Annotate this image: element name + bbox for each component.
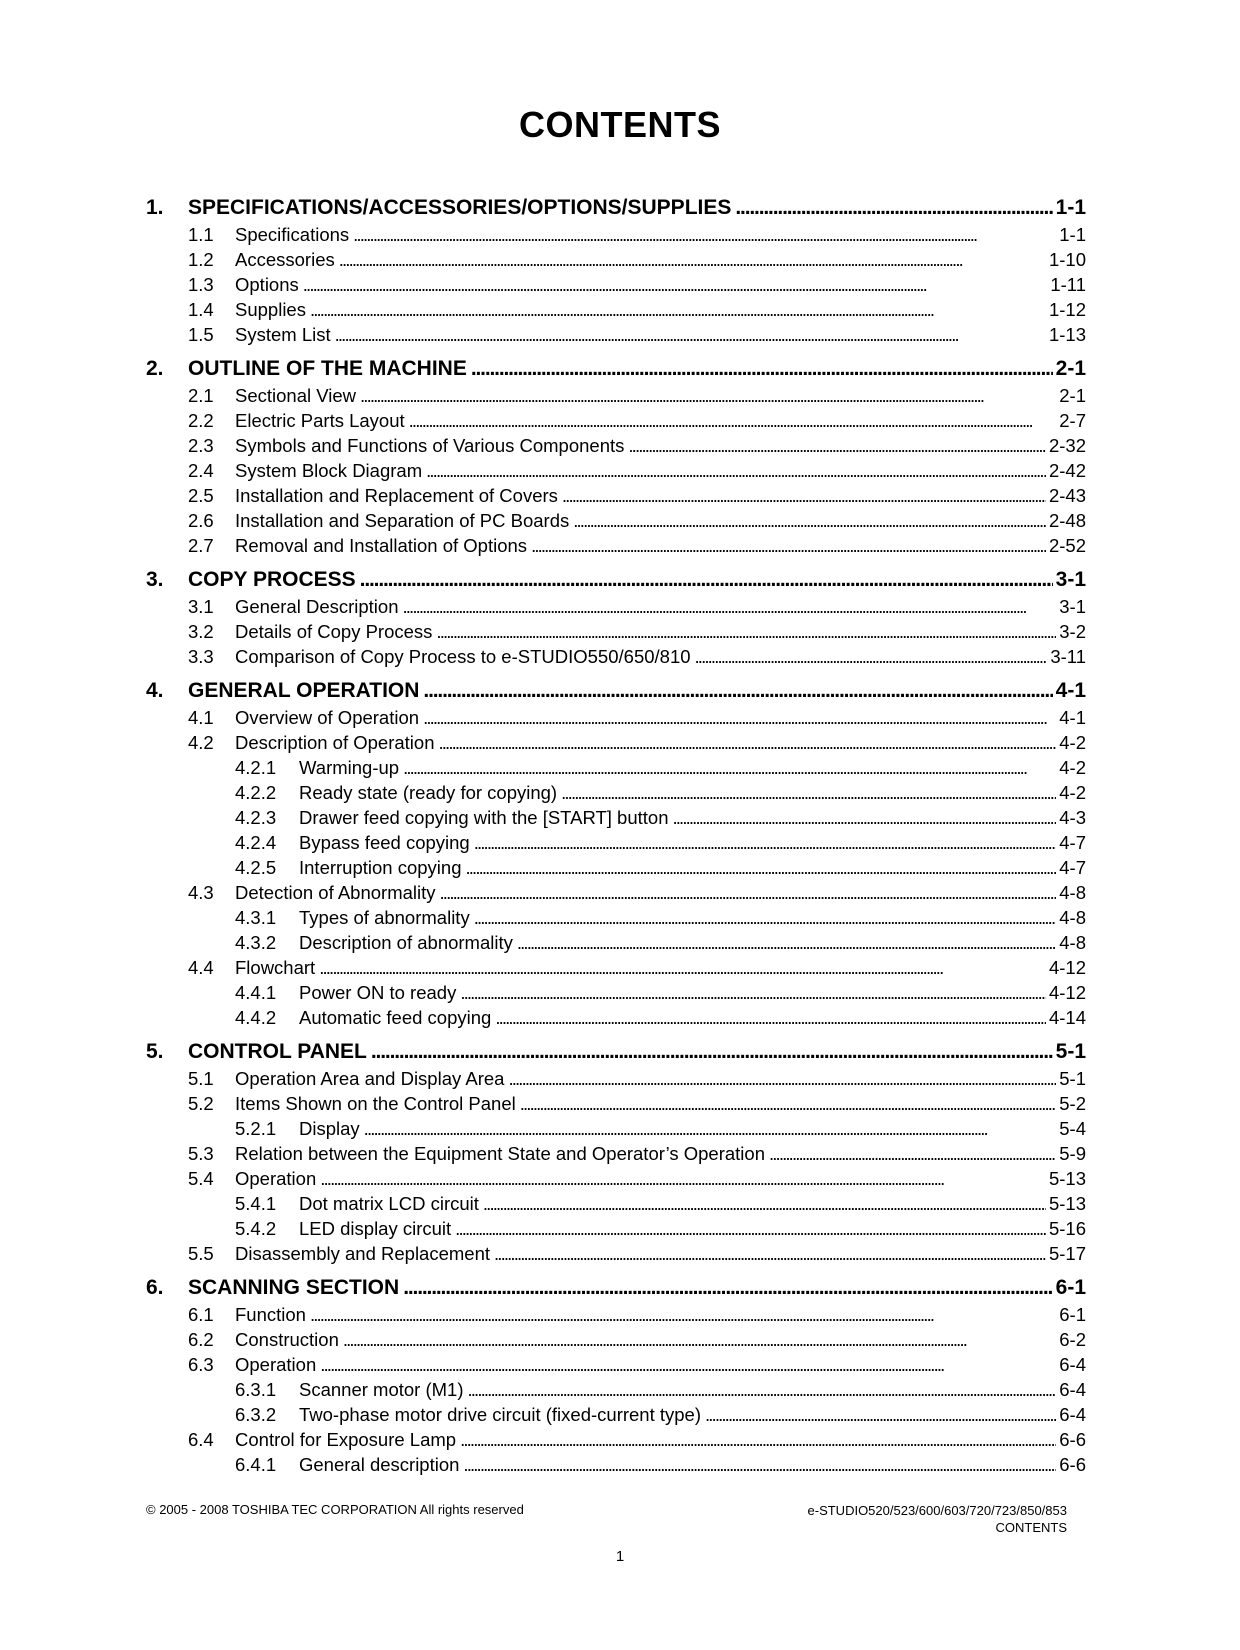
toc-entry-title: Operation	[235, 1168, 317, 1189]
toc-entry-number: 4.4.2	[235, 1007, 277, 1028]
footer-model-block	[808, 1502, 1067, 1536]
dot-leader	[468, 1379, 1057, 1401]
toc-entry-page: 4-14	[1048, 1007, 1086, 1028]
toc-chapter-heading[interactable]	[146, 679, 1086, 707]
dot-leader	[353, 224, 1056, 246]
toc-section-entry[interactable]	[146, 410, 1086, 435]
dot-leader	[531, 535, 1046, 557]
toc-entry-title: System Block Diagram	[235, 460, 423, 481]
toc-entry-page: 2-52	[1048, 535, 1086, 556]
toc-entry-title: Electric Parts Layout	[235, 410, 405, 431]
toc-chapter-heading[interactable]	[146, 1040, 1086, 1068]
toc-subsection-entry[interactable]	[146, 1007, 1086, 1032]
toc-entry-page: 1-10	[1048, 249, 1086, 270]
toc-section-entry[interactable]	[146, 1304, 1086, 1329]
toc-chapter-heading[interactable]	[146, 196, 1086, 224]
toc-entry-title: GENERAL OPERATION	[188, 679, 420, 702]
toc-entry-title: Symbols and Functions of Various Components	[235, 435, 625, 456]
toc-entry-page: 4-8	[1059, 882, 1086, 903]
toc-entry-page: 5-13	[1048, 1168, 1086, 1189]
dot-leader	[466, 857, 1057, 879]
dot-leader	[360, 568, 1053, 592]
toc-chapter	[146, 1276, 1086, 1479]
toc-entry-page: 2-48	[1048, 510, 1086, 531]
toc-entry-page: 2-7	[1059, 410, 1086, 431]
toc-entry-page: 5-9	[1059, 1143, 1086, 1164]
toc-entry-title: Control for Exposure Lamp	[235, 1429, 457, 1450]
dot-leader	[310, 1304, 1056, 1326]
toc-entry-title: Types of abnormality	[299, 907, 470, 928]
toc-entry-title: Description of Operation	[235, 732, 435, 753]
toc-entry-number: 5.2	[188, 1093, 214, 1114]
dot-leader	[439, 732, 1057, 754]
toc-subsection-entry[interactable]	[146, 907, 1086, 932]
toc-entry-page: 5-2	[1059, 1093, 1086, 1114]
toc-entry-title: Automatic feed copying	[299, 1007, 492, 1028]
toc-chapter	[146, 679, 1086, 1032]
toc-section-entry[interactable]	[146, 596, 1086, 621]
toc-entry-title: General description	[299, 1454, 460, 1475]
toc-entry-number: 4.2.1	[235, 757, 277, 778]
dot-leader	[474, 832, 1057, 854]
toc-entry-number: 3.3	[188, 646, 214, 667]
toc-entry-page: 4-2	[1059, 757, 1086, 778]
dot-leader	[463, 1454, 1056, 1476]
toc-entry-title: Installation and Replacement of Covers	[235, 485, 558, 506]
toc-entry-number: 1.1	[188, 224, 214, 245]
toc-entry-title: CONTROL PANEL	[188, 1040, 367, 1063]
dot-leader	[320, 1168, 1046, 1190]
toc-section-entry[interactable]	[146, 957, 1086, 982]
toc-section-entry[interactable]	[146, 435, 1086, 460]
dot-leader	[769, 1143, 1056, 1165]
dot-leader	[403, 596, 1057, 618]
page-title: CONTENTS	[519, 104, 721, 145]
toc-entry-page: 2-42	[1048, 460, 1086, 481]
toc-entry-page: 6-2	[1059, 1329, 1086, 1350]
dot-leader	[310, 299, 1046, 321]
toc-entry-number: 5.1	[188, 1068, 214, 1089]
toc-entry-number: 2.6	[188, 510, 214, 531]
toc-entry-number: 1.	[146, 196, 164, 219]
toc-entry-title: Function	[235, 1304, 306, 1325]
toc-entry-number: 2.1	[188, 385, 214, 406]
toc-entry-page: 3-1	[1059, 596, 1086, 617]
toc-entry-number: 6.2	[188, 1329, 214, 1350]
toc-chapter	[146, 196, 1086, 349]
toc-entry-page: 4-1	[1059, 707, 1086, 728]
toc-chapter-heading[interactable]	[146, 357, 1086, 385]
toc-entry-page: 5-4	[1059, 1118, 1086, 1139]
dot-leader	[320, 1354, 1056, 1376]
toc-entry-title: Items Shown on the Control Panel	[235, 1093, 516, 1114]
toc-subsection-entry[interactable]	[146, 1379, 1086, 1404]
toc-entry-page: 6-6	[1059, 1454, 1086, 1475]
dot-leader	[319, 957, 1046, 979]
toc-entry-number: 6.	[146, 1276, 164, 1299]
footer-copyright: © 2005 - 2008 TOSHIBA TEC CORPORATION All rights reserved	[146, 1502, 524, 1517]
toc-entry-page: 6-6	[1059, 1429, 1086, 1450]
toc-entry-number: 6.4.1	[235, 1454, 277, 1475]
toc-entry-title: Ready state (ready for copying)	[299, 782, 558, 803]
toc-entry-number: 5.5	[188, 1243, 214, 1264]
toc-section-entry[interactable]	[146, 1093, 1086, 1118]
toc-section-entry[interactable]	[146, 460, 1086, 485]
dot-leader	[426, 460, 1046, 482]
toc-entry-title: Detection of Abnormality	[235, 882, 436, 903]
toc-entry-number: 1.5	[188, 324, 214, 345]
dot-leader	[436, 621, 1056, 643]
toc-entry-number: 4.1	[188, 707, 214, 728]
toc-entry-title: COPY PROCESS	[188, 568, 356, 591]
dot-leader	[483, 1193, 1046, 1215]
toc-entry-number: 5.	[146, 1040, 164, 1063]
dot-leader	[561, 782, 1056, 804]
dot-leader	[343, 1329, 1056, 1351]
toc-entry-page: 1-1	[1059, 224, 1086, 245]
dot-leader	[573, 510, 1046, 532]
dot-leader	[403, 757, 1056, 779]
toc-subsection-entry[interactable]	[146, 932, 1086, 957]
toc-entry-number: 2.4	[188, 460, 214, 481]
toc-section-entry[interactable]	[146, 535, 1086, 560]
toc-entry-title: System List	[235, 324, 331, 345]
toc-section-entry[interactable]	[146, 732, 1086, 757]
toc-entry-page: 4-3	[1059, 807, 1086, 828]
toc-entry-number: 4.2.2	[235, 782, 277, 803]
toc-entry-page: 4-7	[1059, 857, 1086, 878]
toc-section-entry[interactable]	[146, 385, 1086, 410]
toc-entry-number: 4.3.1	[235, 907, 277, 928]
toc-section-entry[interactable]	[146, 1429, 1086, 1454]
toc-section-entry[interactable]	[146, 1168, 1086, 1193]
toc-entry-number: 5.2.1	[235, 1118, 277, 1139]
toc-section-entry[interactable]	[146, 1068, 1086, 1093]
toc-subsection-entry[interactable]	[146, 857, 1086, 882]
toc-entry-title: Specifications	[235, 224, 350, 245]
toc-entry-number: 4.4.1	[235, 982, 277, 1003]
toc-entry-number: 5.3	[188, 1143, 214, 1164]
toc-entry-title: Accessories	[235, 249, 335, 270]
toc-section-entry[interactable]	[146, 485, 1086, 510]
toc-entry-number: 4.3	[188, 882, 214, 903]
toc-entry-number: 3.1	[188, 596, 214, 617]
toc-chapter	[146, 357, 1086, 560]
toc-entry-title: Flowchart	[235, 957, 316, 978]
toc-entry-number: 2.7	[188, 535, 214, 556]
toc-entry-page: 4-8	[1059, 932, 1086, 953]
toc-entry-number: 4.2.4	[235, 832, 277, 853]
toc-entry-title: Display	[299, 1118, 360, 1139]
toc-entry-page: 3-11	[1050, 646, 1086, 667]
dot-leader	[474, 907, 1057, 929]
toc-entry-page: 4-2	[1059, 732, 1086, 753]
toc-entry-page: 5-16	[1048, 1218, 1086, 1239]
toc-entry-page: 1-13	[1048, 324, 1086, 345]
footer-section: CONTENTS	[995, 1520, 1067, 1535]
toc-subsection-entry[interactable]	[146, 832, 1086, 857]
toc-section-entry[interactable]	[146, 707, 1086, 732]
dot-leader	[360, 385, 1056, 407]
toc-chapter-heading[interactable]	[146, 1276, 1086, 1304]
toc-entry-number: 1.4	[188, 299, 214, 320]
toc-entry-title: Description of abnormality	[299, 932, 513, 953]
toc-entry-title: Scanner motor (M1)	[299, 1379, 464, 1400]
toc-chapter	[146, 568, 1086, 671]
toc-entry-number: 6.3.1	[235, 1379, 277, 1400]
toc-entry-number: 6.1	[188, 1304, 214, 1325]
toc-subsection-entry[interactable]	[146, 1193, 1086, 1218]
toc-entry-page: 5-1	[1059, 1068, 1086, 1089]
dot-leader	[303, 274, 1048, 296]
toc-entry-number: 2.	[146, 357, 164, 380]
dot-leader	[517, 932, 1056, 954]
toc-entry-title: Two-phase motor drive circuit (fixed-current type)	[299, 1404, 701, 1425]
toc-entry-number: 4.2.3	[235, 807, 277, 828]
toc-entry-title: Comparison of Copy Process to e-STUDIO550/650/810	[235, 646, 691, 667]
dot-leader	[460, 1429, 1056, 1451]
toc-subsection-entry[interactable]	[146, 782, 1086, 807]
toc-entry-page: 4-12	[1048, 982, 1086, 1003]
table-of-contents	[146, 196, 1086, 1487]
toc-entry-title: Dot matrix LCD circuit	[299, 1193, 479, 1214]
toc-entry-number: 1.3	[188, 274, 214, 295]
toc-entry-page: 3-1	[1055, 568, 1086, 591]
toc-subsection-entry[interactable]	[146, 1454, 1086, 1479]
toc-section-entry[interactable]	[146, 224, 1086, 249]
toc-section-entry[interactable]	[146, 299, 1086, 324]
toc-entry-title: Power ON to ready	[299, 982, 457, 1003]
toc-entry-number: 4.2	[188, 732, 214, 753]
toc-entry-title: Details of Copy Process	[235, 621, 433, 642]
toc-entry-title: Supplies	[235, 299, 306, 320]
toc-entry-title: LED display circuit	[299, 1218, 452, 1239]
toc-entry-page: 5-1	[1055, 1040, 1086, 1063]
dot-leader	[495, 1007, 1046, 1029]
toc-section-entry[interactable]	[146, 324, 1086, 349]
dot-leader	[705, 1404, 1056, 1426]
toc-entry-number: 6.3	[188, 1354, 214, 1375]
toc-section-entry[interactable]	[146, 1329, 1086, 1354]
toc-chapter	[146, 1040, 1086, 1268]
toc-subsection-entry[interactable]	[146, 1218, 1086, 1243]
toc-section-entry[interactable]	[146, 1354, 1086, 1379]
toc-entry-page: 4-7	[1059, 832, 1086, 853]
toc-section-entry[interactable]	[146, 249, 1086, 274]
toc-subsection-entry[interactable]	[146, 982, 1086, 1007]
toc-entry-number: 3.2	[188, 621, 214, 642]
toc-entry-number: 6.4	[188, 1429, 214, 1450]
toc-entry-title: General Description	[235, 596, 399, 617]
toc-entry-number: 2.3	[188, 435, 214, 456]
toc-entry-title: OUTLINE OF THE MACHINE	[188, 357, 467, 380]
toc-entry-title: SPECIFICATIONS/ACCESSORIES/OPTIONS/SUPPLIES	[188, 196, 732, 219]
toc-entry-number: 4.4	[188, 957, 214, 978]
dot-leader	[494, 1243, 1046, 1265]
toc-entry-number: 2.5	[188, 485, 214, 506]
footer-model: e-STUDIO520/523/600/603/720/723/850/853	[807, 1503, 1067, 1518]
toc-entry-number: 5.4	[188, 1168, 214, 1189]
dot-leader	[455, 1218, 1046, 1240]
dot-leader	[562, 485, 1046, 507]
toc-entry-number: 4.2.5	[235, 857, 277, 878]
dot-leader	[628, 435, 1046, 457]
toc-entry-number: 5.4.2	[235, 1218, 277, 1239]
toc-entry-number: 2.2	[188, 410, 214, 431]
toc-entry-title: Operation Area and Display Area	[235, 1068, 505, 1089]
toc-section-entry[interactable]	[146, 621, 1086, 646]
toc-section-entry[interactable]	[146, 1243, 1086, 1268]
toc-entry-page: 2-1	[1059, 385, 1086, 406]
toc-entry-page: 1-11	[1050, 274, 1086, 295]
toc-subsection-entry[interactable]	[146, 1404, 1086, 1429]
dot-leader	[460, 982, 1046, 1004]
toc-entry-number: 1.2	[188, 249, 214, 270]
toc-entry-title: Overview of Operation	[235, 707, 420, 728]
page-number: 1	[615, 1548, 625, 1565]
toc-entry-title: Options	[235, 274, 299, 295]
toc-subsection-entry[interactable]	[146, 1118, 1086, 1143]
toc-entry-page: 4-1	[1055, 679, 1086, 702]
toc-entry-page: 6-4	[1059, 1379, 1086, 1400]
dot-leader	[339, 249, 1046, 271]
toc-entry-page: 6-1	[1055, 1276, 1086, 1299]
toc-entry-page: 4-2	[1059, 782, 1086, 803]
dot-leader	[735, 196, 1052, 220]
toc-section-entry[interactable]	[146, 510, 1086, 535]
toc-entry-title: Removal and Installation of Options	[235, 535, 528, 556]
toc-entry-title: Warming-up	[299, 757, 400, 778]
toc-entry-page: 5-13	[1048, 1193, 1086, 1214]
toc-entry-page: 3-2	[1059, 621, 1086, 642]
dot-leader	[520, 1093, 1057, 1115]
toc-entry-number: 4.3.2	[235, 932, 277, 953]
dot-leader	[673, 807, 1057, 829]
toc-entry-title: Interruption copying	[299, 857, 462, 878]
dot-leader	[403, 1276, 1052, 1300]
dot-leader	[371, 1040, 1053, 1064]
toc-subsection-entry[interactable]	[146, 807, 1086, 832]
toc-entry-page: 2-1	[1055, 357, 1086, 380]
toc-section-entry[interactable]	[146, 1143, 1086, 1168]
toc-section-entry[interactable]	[146, 646, 1086, 671]
toc-entry-title: Relation between the Equipment State and Operator’s Operation	[235, 1143, 765, 1164]
toc-entry-title: Operation	[235, 1354, 317, 1375]
dot-leader	[695, 646, 1048, 668]
dot-leader	[335, 324, 1046, 346]
toc-subsection-entry[interactable]	[146, 757, 1086, 782]
dot-leader	[423, 679, 1052, 703]
toc-entry-page: 2-32	[1048, 435, 1086, 456]
toc-entry-page: 5-17	[1048, 1243, 1086, 1264]
dot-leader	[471, 357, 1053, 381]
toc-entry-title: Construction	[235, 1329, 339, 1350]
toc-entry-title: Installation and Separation of PC Boards	[235, 510, 570, 531]
toc-entry-page: 6-4	[1059, 1404, 1086, 1425]
dot-leader	[423, 707, 1056, 729]
toc-entry-title: Sectional View	[235, 385, 357, 406]
toc-entry-page: 4-8	[1059, 907, 1086, 928]
dot-leader	[409, 410, 1057, 432]
toc-entry-page: 1-1	[1055, 196, 1086, 219]
toc-entry-page: 4-12	[1048, 957, 1086, 978]
toc-entry-page: 2-43	[1048, 485, 1086, 506]
toc-entry-number: 5.4.1	[235, 1193, 277, 1214]
dot-leader	[508, 1068, 1056, 1090]
dot-leader	[440, 882, 1057, 904]
toc-entry-page: 6-1	[1059, 1304, 1086, 1325]
toc-entry-title: Bypass feed copying	[299, 832, 470, 853]
toc-entry-title: Drawer feed copying with the [START] button	[299, 807, 669, 828]
toc-section-entry[interactable]	[146, 274, 1086, 299]
toc-section-entry[interactable]	[146, 882, 1086, 907]
toc-entry-page: 6-4	[1059, 1354, 1086, 1375]
toc-entry-title: Disassembly and Replacement	[235, 1243, 491, 1264]
toc-entry-number: 4.	[146, 679, 164, 702]
toc-entry-title: SCANNING SECTION	[188, 1276, 400, 1299]
toc-entry-number: 3.	[146, 568, 164, 591]
toc-entry-number: 6.3.2	[235, 1404, 277, 1425]
dot-leader	[364, 1118, 1057, 1140]
toc-chapter-heading[interactable]	[146, 568, 1086, 596]
toc-entry-page: 1-12	[1048, 299, 1086, 320]
